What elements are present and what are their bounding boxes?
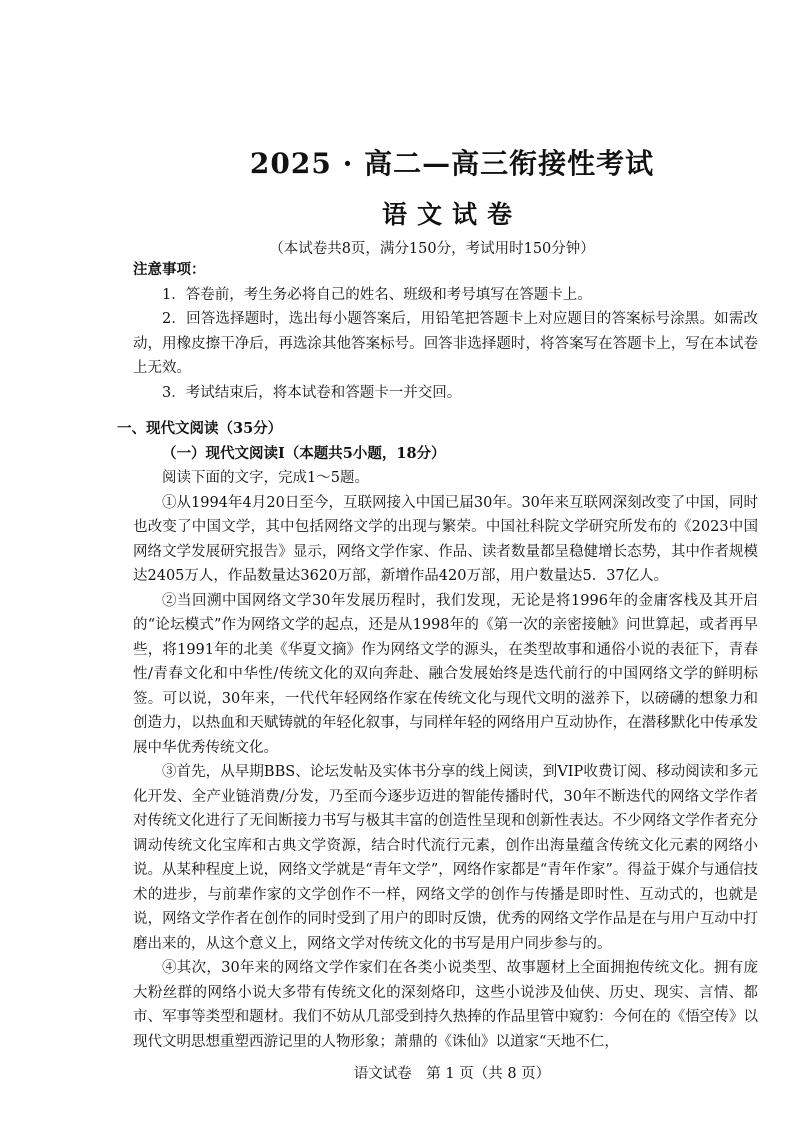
note-item: 1．答卷前，考生务必将自己的姓名、班级和考号填写在答题卡上。: [162, 286, 592, 303]
notes-heading: 注意事项：: [133, 261, 206, 278]
reading-instruction: 阅读下面的文字，完成1～5题。: [162, 470, 369, 486]
exam-body: [117, 258, 758, 1054]
passage-paragraph: ②当回溯中国网络文学30年发展历程时，我们发现，无论是将1996年的金庸客栈及其开启的“论坛模式”作为网络文学的起点，还是从1998年的《第一次的亲密接触》问世算起，或者再早些，将1991年的北美《华夏文摘》作为网络文学的源头，在类型故事和通俗小说的表征下，青春性/青春文化和中华性/传统文化的双向奔赴、融合发展始终是迭代前行的中国网络文学的鲜明标签。可以说，30年来，一代代年轻网络作家在传统文化与现代文明的滋养下，以磅礴的想象力和创造力，以热血和天赋铸就的年轻化叙事，与同样年轻的网络用户互动协作，在潜移默化中传承发展中华优秀传统文化。: [133, 592, 758, 756]
exam-subject-title: 语文试卷: [381, 200, 522, 229]
note-item: 3．考试结束后，将本试卷和答题卡一并交回。: [162, 384, 462, 401]
exam-title: 2025 · 高二—高三衔接性考试: [249, 147, 655, 180]
passage-paragraph: ④其次，30年来的网络文学作家们在各类小说类型、故事题材上全面拥抱传统文化。拥有庞大粉丝群的网络小说大多带有传统文化的深刻烙印，这些小说涉及仙侠、历史、现实、言情、都市、军事等类型和题材。我们不妨从几部受到持久热捧的作品里管中窥豹：今何在的《悟空传》以现代文明思想重塑西游记里的人物形象；萧鼎的《诛仙》以道家“天地不仁，: [133, 960, 758, 1050]
exam-info-line: （本试卷共8页，满分150分，考试用时150分钟）: [269, 241, 595, 257]
passage-paragraph: ③首先，从早期BBS、论坛发帖及实体书分享的线上阅读，到VIP收费订阅、移动阅读和多元化开发、全产业链消费/分发，乃至而今逐步迈进的智能传播时代，30年不断迭代的网络文学作者对传统文化进行了无间断接力书写与极其丰富的创造性呈现和创新性表达。不少网络文学作者充分调动传统文化宝库和古典文学资源，结合时代流行元素，创作出海量蕴含传统文化元素的网络小说。从某种程度上说，网络文学就是“青年文学”，网络作家都是“青年作家”。得益于媒介与通信技术的进步，与前辈作家的文学创作不一样，网络文学的创作与传播是即时性、互动式的，也就是说，网络文学作者在创作的同时受到了用户的即时反馈，优秀的网络文学作品是在与用户互动中打磨出来的，从这个意义上，网络文学对传统文化的书写是用户同步参与的。: [133, 764, 758, 952]
sub-section-heading: （一）现代文阅读Ⅰ（本题共5小题，18分）: [162, 444, 446, 462]
passage-paragraph: ①从1994年4月20日至今，互联网接入中国已届30年。30年来互联网深刻改变了中国，同时也改变了中国文学，其中包括网络文学的出现与繁荣。中国社科院文学研究所发布的《2023中国网络文学发展研究报告》显示，网络文学作家、作品、读者数量都呈稳健增长态势，其中作者规模达2405万人，作品数量达3620万部，新增作品420万部，用户数量达5．37亿人。: [133, 494, 758, 584]
page-footer: 语文试卷 第 1 页（共 8 页）: [353, 1066, 551, 1082]
notes-list: [133, 283, 758, 406]
spacer: [133, 405, 758, 417]
section-heading: 一、现代文阅读（35分）: [117, 420, 283, 437]
note-item: 2．回答选择题时，选出每小题答案后，用铅笔把答题卡上对应题目的答案标号涂黑。如需改动，用橡皮擦干净后，再选涂其他答案标号。回答非选择题时，将答案写在答题卡上，写在本试卷上无效。: [133, 311, 758, 376]
